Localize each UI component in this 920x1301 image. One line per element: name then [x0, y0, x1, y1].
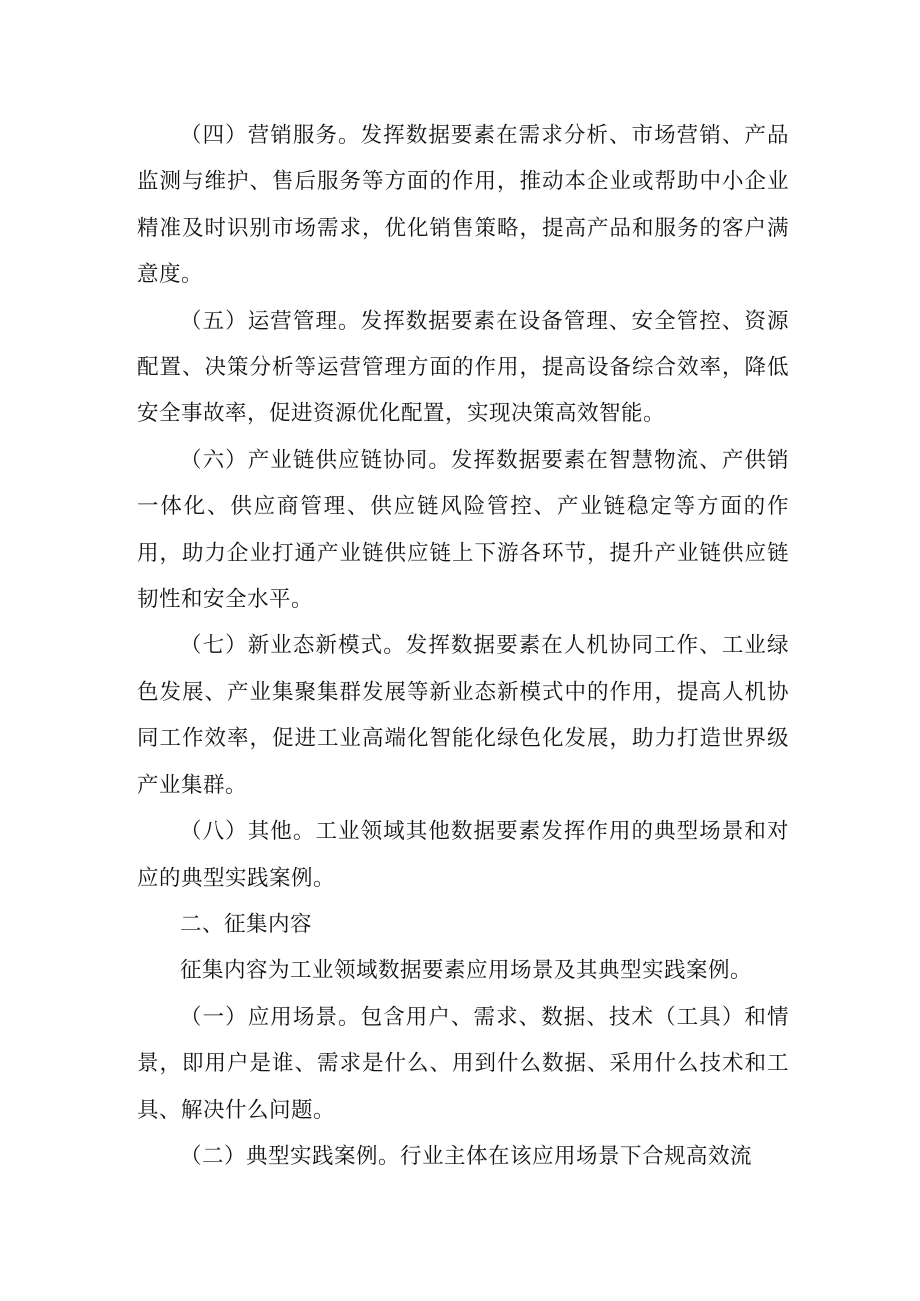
document-page: [137, 113, 789, 1180]
paragraph-other: （八）其他。工业领域其他数据要素发挥作用的典型场景和对应的典型实践案例。: [137, 819, 789, 891]
paragraph-new-business-models: （七）新业态新模式。发挥数据要素在人机协同工作、工业绿色发展、产业集聚集群发展等新业态新模式中的作用，提高人机协同工作效率，促进工业高端化智能化绿色化发展，助力打造世界级产业集群。: [137, 633, 789, 798]
section-heading-collection-content: 二、征集内容: [180, 911, 313, 937]
paragraph-operations-management: （五）运营管理。发挥数据要素在设备管理、安全管控、资源配置、决策分析等运营管理方面的作用，提高设备综合效率，降低安全事故率，促进资源优化配置，实现决策高效智能。: [137, 308, 789, 427]
paragraph-supply-chain-collaboration: （六）产业链供应链协同。发挥数据要素在智慧物流、产供销一体化、供应商管理、供应链风险管控、产业链稳定等方面的作用，助力企业打通产业链供应链上下游各环节，提升产业链供应链韧性和安全水平。: [137, 447, 789, 613]
paragraph-application-scenario: （一）应用场景。包含用户、需求、数据、技术（工具）和情景，即用户是谁、需求是什么、用到什么数据、采用什么技术和工具、解决什么问题。: [137, 1004, 789, 1123]
paragraph-marketing-service: （四）营销服务。发挥数据要素在需求分析、市场营销、产品监测与维护、售后服务等方面的作用，推动本企业或帮助中小企业精准及时识别市场需求，优化销售策略，提高产品和服务的客户满意度。: [137, 123, 789, 288]
paragraph-typical-practice-case: （二）典型实践案例。行业主体在该应用场景下合规高效流: [180, 1143, 753, 1169]
paragraph-collection-intro: 征集内容为工业领域数据要素应用场景及其典型实践案例。: [180, 958, 753, 984]
